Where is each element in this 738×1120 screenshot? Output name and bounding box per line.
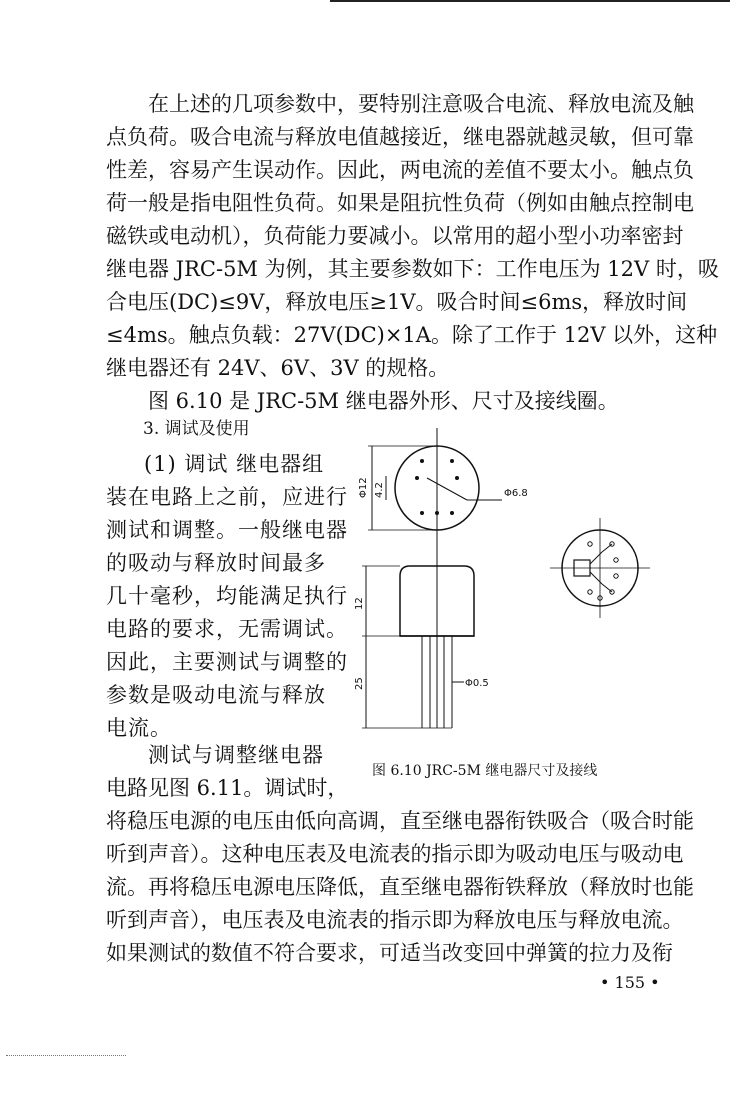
terminal [588,590,592,594]
text-line: 参数是吸动电流与释放 [106,683,326,707]
dim-lead-length: 25 [354,677,365,690]
text-line: 电流。 [106,716,172,740]
pin [450,511,454,515]
pin [420,459,424,463]
terminal [614,574,618,578]
top-rule [330,0,730,2]
text-line: 听到声音），电压表及电流表的指示即为释放电压与释放电流。 [106,908,684,932]
page-number: • 155 • [600,973,660,992]
text-line: 合电压(DC)≤9V，释放电压≥1V。吸合时间≤6ms，释放时间 [106,290,688,314]
text-line: 测试与调整继电器 [148,743,324,767]
text-line: 几十毫秒，均能满足执行 [106,584,348,608]
text-line: 在上述的几项参数中，要特别注意吸合电流、释放电流及触 [148,92,694,116]
pin [420,511,424,515]
text-line: 荷一般是指电阻性负荷。如果是阻抗性负荷（例如由触点控制电 [106,191,694,215]
paragraph-figure-reference [106,385,672,418]
text-line: 如果测试的数值不符合要求，可适当改变回中弹簧的拉力及衔 [106,941,673,965]
bottom-paragraph [106,739,694,970]
relay-dimension-drawing [342,428,552,738]
text-line: 点负荷。吸合电流与释放电值越接近，继电器就越灵敏，但可靠 [106,125,694,149]
dim-body-height: 12 [354,597,365,610]
pin [455,476,459,480]
text-line: 电路的要求，无需调试。 [106,617,348,641]
scan-artifact [6,1055,126,1058]
paragraph-parameters [106,88,719,385]
text-line: 继电器 JRC-5M 为例，其主要参数如下：工作电压为 12V 时，吸 [106,257,719,281]
text-line: 性差，容易产生误动作。因此，两电流的差值不要太小。触点负 [106,158,694,182]
text-line: 流。再将稳压电源电压降低，直至继电器衔铁释放（释放时也能 [106,875,694,899]
relay-wiring-diagram [550,518,650,618]
terminal [588,542,592,546]
pin [435,511,439,515]
pin [415,476,419,480]
dim-lead-diameter: Φ0.5 [465,678,489,689]
text-line: 图 6.10 是 JRC-5M 继电器外形、尺寸及接线圈。 [148,389,619,413]
leader-line [427,478,467,500]
pin [450,459,454,463]
figure-caption: 图 6.10 JRC-5M 继电器尺寸及接线 [372,763,598,779]
text-line: 因此，主要测试与调整的 [106,650,348,674]
text-line: 磁铁或电动机），负荷能力要减小。以常用的超小型小功率密封 [106,224,684,248]
dim-diameter: Φ12 [358,477,369,498]
text-line: 电路见图 6.11。调试时， [106,776,349,800]
terminal [614,558,618,562]
left-column-text [106,448,348,745]
text-line: ≤4ms。触点负载：27V(DC)×1A。除了工作于 12V 以外，这种 [106,323,718,347]
text-line: 测试和调整。一般继电器 [106,518,348,542]
text-line: 装在电路上之前，应进行 [106,485,348,509]
dim-pin-spacing: 4.2 [374,482,385,498]
text-line: 继电器还有 24V、6V、3V 的规格。 [106,356,450,380]
text-line: 听到声音）。这种电压表及电流表的指示即为吸动电压与吸动电 [106,842,684,866]
text-line: 将稳压电源的电压由低向高调，直至继电器衔铁吸合（吸合时能 [106,809,694,833]
text-line: (1) 调试 继电器组 [144,452,325,476]
section-heading: 3. 调试及使用 [143,419,250,439]
dim-pin-circle: Φ6.8 [504,488,528,499]
text-line: 的吸动与释放时间最多 [106,551,326,575]
